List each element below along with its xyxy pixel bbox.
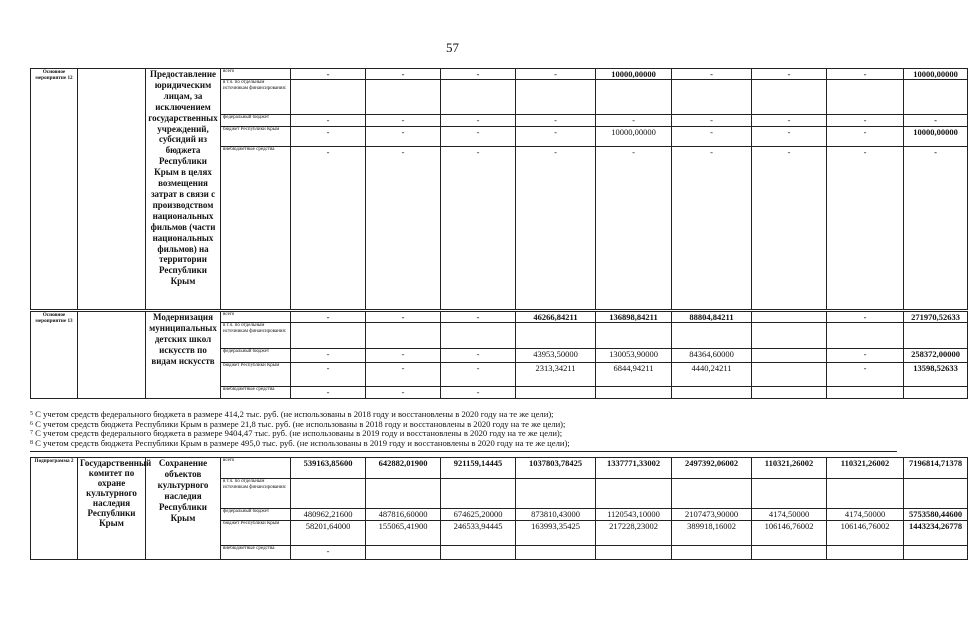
amount-cell: 271970,52633 [904, 312, 968, 323]
amount-cell: 106146,76002 [752, 521, 827, 546]
amount-cell: 217228,23002 [596, 521, 672, 546]
amount-cell: 10000,00000 [904, 127, 968, 147]
amount-cell: - [827, 349, 904, 363]
amount-cell: - [366, 349, 441, 363]
funding-source: бюджет Республики Крым [221, 521, 291, 546]
amount-cell: - [441, 363, 516, 387]
amount-cell: - [596, 115, 672, 127]
amount-cell: 4174,50000 [827, 509, 904, 521]
amount-cell [291, 323, 366, 349]
divider [30, 451, 897, 452]
amount-cell: 58201,64000 [291, 521, 366, 546]
amount-cell: - [366, 115, 441, 127]
funding-source: федеральный бюджет [221, 115, 291, 127]
amount-cell: - [672, 147, 752, 310]
funding-source: внебюджетные средства [221, 546, 291, 560]
amount-cell [904, 323, 968, 349]
amount-cell: 4440,24211 [672, 363, 752, 387]
amount-cell: - [291, 127, 366, 147]
page-number: 57 [446, 40, 459, 55]
measure-name: Сохранение объектов культурного наследия Республики Крым [146, 458, 221, 560]
amount-cell: - [291, 546, 366, 560]
amount-cell [291, 80, 366, 115]
amount-cell: - [441, 387, 516, 399]
amount-cell [672, 80, 752, 115]
amount-cell: - [516, 147, 596, 310]
amount-cell: 389918,16002 [672, 521, 752, 546]
amount-cell: - [441, 349, 516, 363]
amount-cell [752, 546, 827, 560]
table-row [31, 69, 968, 80]
amount-cell: - [291, 115, 366, 127]
amount-cell [672, 546, 752, 560]
amount-cell: 10000,00000 [596, 127, 672, 147]
amount-cell: - [672, 127, 752, 147]
amount-cell: 1037803,78425 [516, 458, 596, 479]
amount-cell [516, 80, 596, 115]
amount-cell: 136898,84211 [596, 312, 672, 323]
amount-cell [441, 479, 516, 509]
amount-cell [752, 387, 827, 399]
amount-cell: 873810,43000 [516, 509, 596, 521]
funding-source: в т.ч. по отдельным источникам финансирования: [221, 479, 291, 509]
amount-cell: 13598,52633 [904, 363, 968, 387]
amount-cell [366, 479, 441, 509]
measure-13-table [30, 311, 968, 399]
amount-cell: - [596, 147, 672, 310]
amount-cell: - [752, 115, 827, 127]
amount-cell [441, 323, 516, 349]
funding-source: внебюджетные средства [221, 147, 291, 310]
amount-cell: 2497392,06002 [672, 458, 752, 479]
amount-cell: - [366, 127, 441, 147]
amount-cell [672, 387, 752, 399]
amount-cell [752, 479, 827, 509]
amount-cell [441, 80, 516, 115]
amount-cell: - [366, 387, 441, 399]
amount-cell: - [366, 147, 441, 310]
amount-cell [516, 479, 596, 509]
responsible-executor [78, 69, 146, 310]
amount-cell: - [291, 69, 366, 80]
footnote-5: $^5$ С учетом средств федерального бюджета в размере 414,2 тыс. руб. (не использованы в 2018 году и восстановлены в 2020 году на те же цели); [30, 409, 554, 419]
footnote-8: $^8$ С учетом средств бюджета Республики Крым в размере 495,0 тыс. руб. (не использованы в 2019 году и восстановлены в 2020 году на те же цели); [30, 437, 570, 448]
amount-cell: 2107473,90000 [672, 509, 752, 521]
amount-cell: - [291, 387, 366, 399]
measure-name: Модернизация муниципальных детских школ искусств по видам искусств [146, 312, 221, 399]
amount-cell: - [904, 147, 968, 310]
amount-cell: - [291, 363, 366, 387]
amount-cell: 1120543,10000 [596, 509, 672, 521]
responsible-executor: Государственный комитет по охране культурного наследия Республики Крым [78, 458, 146, 560]
amount-cell: 10000,00000 [904, 69, 968, 80]
amount-cell: - [752, 69, 827, 80]
funding-source: федеральный бюджет [221, 509, 291, 521]
amount-cell: 110321,26002 [827, 458, 904, 479]
amount-cell: 155065,41900 [366, 521, 441, 546]
amount-cell [827, 323, 904, 349]
funding-source: всего [221, 69, 291, 80]
amount-cell: - [441, 69, 516, 80]
amount-cell [516, 387, 596, 399]
funding-source: в т.ч. по отдельным источникам финансирования: [221, 323, 291, 349]
funding-source: внебюджетные средства [221, 387, 291, 399]
amount-cell: - [672, 69, 752, 80]
amount-cell: 258372,00000 [904, 349, 968, 363]
amount-cell: - [516, 69, 596, 80]
funding-source: бюджет Республики Крым [221, 127, 291, 147]
amount-cell: 46266,84211 [516, 312, 596, 323]
amount-cell [596, 479, 672, 509]
footnotes [30, 410, 897, 448]
amount-cell: - [827, 69, 904, 80]
amount-cell: - [441, 127, 516, 147]
amount-cell: - [904, 115, 968, 127]
amount-cell [904, 80, 968, 115]
responsible-executor [78, 312, 146, 399]
amount-cell: - [441, 115, 516, 127]
amount-cell [366, 323, 441, 349]
subprogram-2-table [30, 457, 968, 560]
amount-cell [827, 387, 904, 399]
measure-code: Основное мероприятие 13 [31, 312, 78, 399]
amount-cell [366, 80, 441, 115]
amount-cell: - [291, 147, 366, 310]
amount-cell [596, 387, 672, 399]
amount-cell: 539163,85600 [291, 458, 366, 479]
amount-cell: 1443234,26778 [904, 521, 968, 546]
amount-cell [291, 479, 366, 509]
amount-cell: - [827, 127, 904, 147]
amount-cell: - [366, 312, 441, 323]
amount-cell: 130053,90000 [596, 349, 672, 363]
amount-cell: 88804,84211 [672, 312, 752, 323]
measure-12-table [30, 68, 968, 310]
amount-cell: - [752, 127, 827, 147]
amount-cell: 246533,94445 [441, 521, 516, 546]
amount-cell: 10000,00000 [596, 69, 672, 80]
amount-cell: - [441, 312, 516, 323]
amount-cell: - [827, 147, 904, 310]
amount-cell [441, 546, 516, 560]
amount-cell [827, 546, 904, 560]
funding-source: бюджет Республики Крым [221, 363, 291, 387]
footnote-6: $^6$ С учетом средств бюджета Республики Крым в размере 21,8 тыс. руб. (не использованы в 2018 году и восстановлены в 2020 году на те же цели); [30, 418, 566, 429]
measure-code: Основное мероприятие 12 [31, 69, 78, 310]
amount-cell: - [441, 147, 516, 310]
amount-cell [904, 387, 968, 399]
amount-cell [827, 80, 904, 115]
amount-cell: 642882,01900 [366, 458, 441, 479]
amount-cell: - [827, 363, 904, 387]
amount-cell [752, 363, 827, 387]
amount-cell: 2313,34211 [516, 363, 596, 387]
amount-cell: 6844,94211 [596, 363, 672, 387]
amount-cell: 84364,60000 [672, 349, 752, 363]
amount-cell: - [516, 127, 596, 147]
amount-cell [672, 479, 752, 509]
amount-cell: 43953,50000 [516, 349, 596, 363]
amount-cell: 487816,60000 [366, 509, 441, 521]
funding-source: в т.ч. по отдельным источникам финансирования: [221, 80, 291, 115]
amount-cell: 163993,35425 [516, 521, 596, 546]
amount-cell [904, 546, 968, 560]
amount-cell: - [672, 115, 752, 127]
amount-cell [516, 323, 596, 349]
amount-cell: - [366, 363, 441, 387]
amount-cell: - [827, 312, 904, 323]
amount-cell: 7196814,71378 [904, 458, 968, 479]
amount-cell [516, 546, 596, 560]
amount-cell: 4174,50000 [752, 509, 827, 521]
amount-cell: - [291, 312, 366, 323]
funding-source: федеральный бюджет [221, 349, 291, 363]
amount-cell [752, 80, 827, 115]
amount-cell: 674625,20000 [441, 509, 516, 521]
footnote-7: $^7$ С учетом средств федерального бюджета в размере 9404,47 тыс. руб. (не использованы в 2019 году и восстановлены в 2020 году на те же цели); [30, 428, 563, 439]
amount-cell [596, 80, 672, 115]
table-row [31, 312, 968, 323]
amount-cell: - [291, 349, 366, 363]
amount-cell: 1337771,33002 [596, 458, 672, 479]
amount-cell [752, 323, 827, 349]
amount-cell: 106146,76002 [827, 521, 904, 546]
amount-cell: - [752, 147, 827, 310]
amount-cell [672, 323, 752, 349]
amount-cell: 480962,21600 [291, 509, 366, 521]
measure-code: Подпрограмма 2 [31, 458, 78, 560]
amount-cell [596, 546, 672, 560]
funding-source: всего [221, 312, 291, 323]
amount-cell [904, 479, 968, 509]
amount-cell: 5753580,44600 [904, 509, 968, 521]
amount-cell [752, 349, 827, 363]
amount-cell: - [827, 115, 904, 127]
amount-cell [366, 546, 441, 560]
amount-cell: - [516, 115, 596, 127]
amount-cell: - [366, 69, 441, 80]
amount-cell: 921159,14445 [441, 458, 516, 479]
measure-name: Предоставление юридическим лицам, за исключением государственных учреждений, субсидий из бюджета Республики Крым в целях возмещения затрат в связи с производством национальных фильмов (части национальных фильмов) на территории Республики Крым [146, 69, 221, 310]
amount-cell [752, 312, 827, 323]
funding-source: всего [221, 458, 291, 479]
amount-cell: 110321,26002 [752, 458, 827, 479]
amount-cell [827, 479, 904, 509]
amount-cell [596, 323, 672, 349]
table-row [31, 458, 968, 479]
